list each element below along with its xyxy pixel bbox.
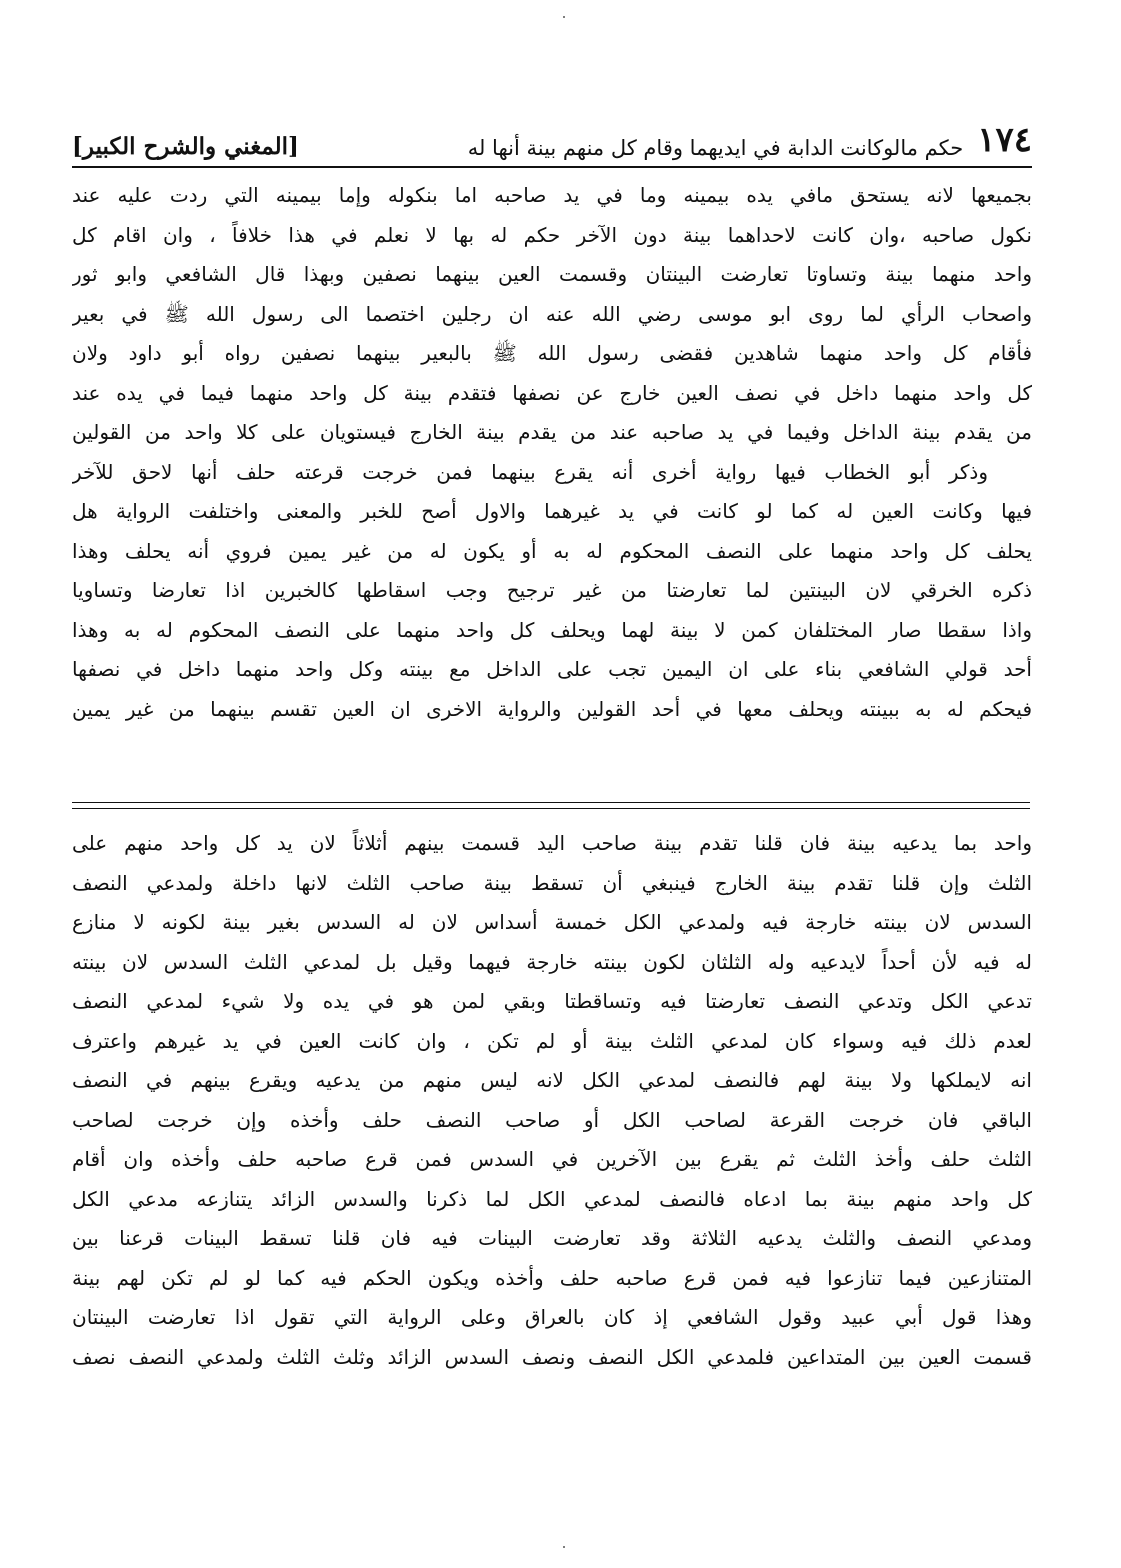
- text-line: كل واحد منهما داخل في نصف العين خارج عن نصفها فتقدم بينة كل واحد منهما فيما في يده عند: [72, 380, 1032, 405]
- scan-speck: [563, 16, 565, 18]
- text-line: كل واحد منهم بينة بما ادعاه فالنصف لمدعي الكل لما ذكرنا والسدس الزائد يتنازعه مدعي الكل: [72, 1186, 1032, 1211]
- text-line: تدعي الكل وتدعي النصف تعارضتا فيه وتساقطتا وبقي لمن هو في يده ولا شيء لمدعي النصف: [72, 989, 1032, 1013]
- separator-rule: [72, 802, 1030, 803]
- text-line: من يقدم بينة الداخل وفيما في يد صاحبه عند من يقدم بينة الخارج فيستويان على كلا واحد من القولين: [72, 420, 1032, 444]
- page-header: [72, 100, 1032, 168]
- text-line: له فيه لأن أحداً لايدعيه وله الثلثان لكون بينته خارجة فيهما وقيل بل لمدعي الثلث السدس لان بينته: [72, 949, 1032, 974]
- text-line: أحد قولي الشافعي بناء على ان اليمين تجب على الداخل مع بينته وكل واحد منهما داخل في نصفها: [72, 657, 1032, 681]
- page-number: ١٧٤: [977, 120, 1032, 160]
- text-line: السدس لان بينته خارجة فيه ولمدعي الكل خمسة أسداس لان له السدس بغير بينة لكونه لا منازع: [72, 910, 1032, 934]
- text-line: واحد منهما بينة وتساوتا تعارضت البينتان وقسمت العين بينهما نصفين وبهذا قال الشافعي وابو ثور: [72, 262, 1032, 286]
- text-line: ومدعي النصف والثلث يدعيه الثلاثة وقد تعارضت البينات فيه فان قلنا تسقط البينات قرعنا بين: [72, 1226, 1032, 1250]
- text-line: انه لايملكها ولا بينة لهم فالنصف لمدعي الكل لانه ليس منهم من يدعيه ويقرع بينهم في النصف: [72, 1068, 1032, 1092]
- text-line: واصحاب الرأي لما روى ابو موسى رضي الله عنه ان رجلين اختصما الى رسول الله ﷺ في بعير: [72, 301, 1032, 326]
- text-line: الثلث حلف وأخذ الثلث ثم يقرع بين الآخرين في السدس فمن قرع صاحبه حلف وأخذه وان أقام: [72, 1147, 1032, 1171]
- text-line: الثلث وإن قلنا تقدم بينة الخارج فينبغي أن تسقط بينة صاحب الثلث لانها داخلة ولمدعي النصف: [72, 870, 1032, 895]
- text-line: واحد بما يدعيه بينة فان قلنا تقدم بينة صاحب اليد قسمت بينهم أثلاثاً لان يد كل واحد منهم على: [72, 831, 1032, 855]
- text-line: قسمت العين بين المتداعين فلمدعي الكل النصف ونصف السدس الزائد وثلث الثلث ولمدعي النصف نصف: [72, 1344, 1032, 1369]
- text-line: ذكره الخرقي لان البينتين لما تعارضتا من غير ترجيح وجب اسقاطها كالخبرين اذا تعارضا وتساويا: [72, 578, 1032, 602]
- book-title: [المغني والشرح الكبير]: [72, 133, 299, 160]
- running-head: حكم مالوكانت الدابة في ايديهما وقام كل منهم بينة أنها له: [467, 136, 964, 160]
- text-line: وهذا قول أبي عبيد وقول الشافعي إذ كان بالعراق وعلى الرواية التي تقول اذا تعارضت البينتان: [72, 1305, 1032, 1329]
- text-line: فيحكم له به ببينته ويحلف معها في أحد القولين والرواية الاخرى ان العين تقسم بينهما من غير يمين: [72, 696, 1032, 721]
- text-line: فيها وكانت العين له كما لو كانت في يد غيرهما والاول أصح للخبر والمعنى واختلفت الرواية هل: [72, 499, 1032, 523]
- text-line: يحلف كل واحد منهما على النصف المحكوم له به أو يكون له من غير يمين فروي أنه يحلف وهذا: [72, 538, 1032, 563]
- separator-rule: [72, 808, 1030, 809]
- scan-speck: [563, 1546, 565, 1548]
- text-line: لعدم ذلك فيه وسواء كان لمدعي الثلث بينة أو لم تكن ، وان كانت العين في يد غيرهم واعترف: [72, 1028, 1032, 1053]
- text-line: واذا سقطا صار المختلفان كمن لا بينة لهما ويحلف كل واحد منهما على النصف المحكوم له به وهذا: [72, 617, 1032, 642]
- text-line: الباقي فان خرجت القرعة لصاحب الكل أو صاحب النصف حلف وأخذه وإن خرجت لصاحب: [72, 1107, 1032, 1132]
- text-line: نكول صاحبه ،وان كانت لاحداهما بينة دون الآخر حكم له بها لا نعلم في هذا خلافاً ، وان اقام كل: [72, 222, 1032, 247]
- commentary-text: [72, 824, 1032, 1377]
- main-text: [72, 176, 1032, 729]
- text-line: المتنازعين فيما تنازعوا فيه فمن قرع صاحبه حلف وأخذه ويكون الحكم فيه كما لو لم تكن لهم بينة: [72, 1265, 1032, 1290]
- text-line: فأقام كل واحد منهما شاهدين فقضى رسول الله ﷺ بالبعير بينهما نصفين رواه أبو داود ولان: [72, 341, 1032, 365]
- text-line: وذكر أبو الخطاب فيها رواية أخرى أنه يقرع بينهما فمن خرجت قرعته حلف أنها لاحق للآخر: [72, 459, 988, 484]
- text-line: بجميعها لانه يستحق مافي يده بيمينه وما في يد صاحبه اما بنكوله وإما بيمينه التي ردت عليه عند: [72, 183, 1032, 207]
